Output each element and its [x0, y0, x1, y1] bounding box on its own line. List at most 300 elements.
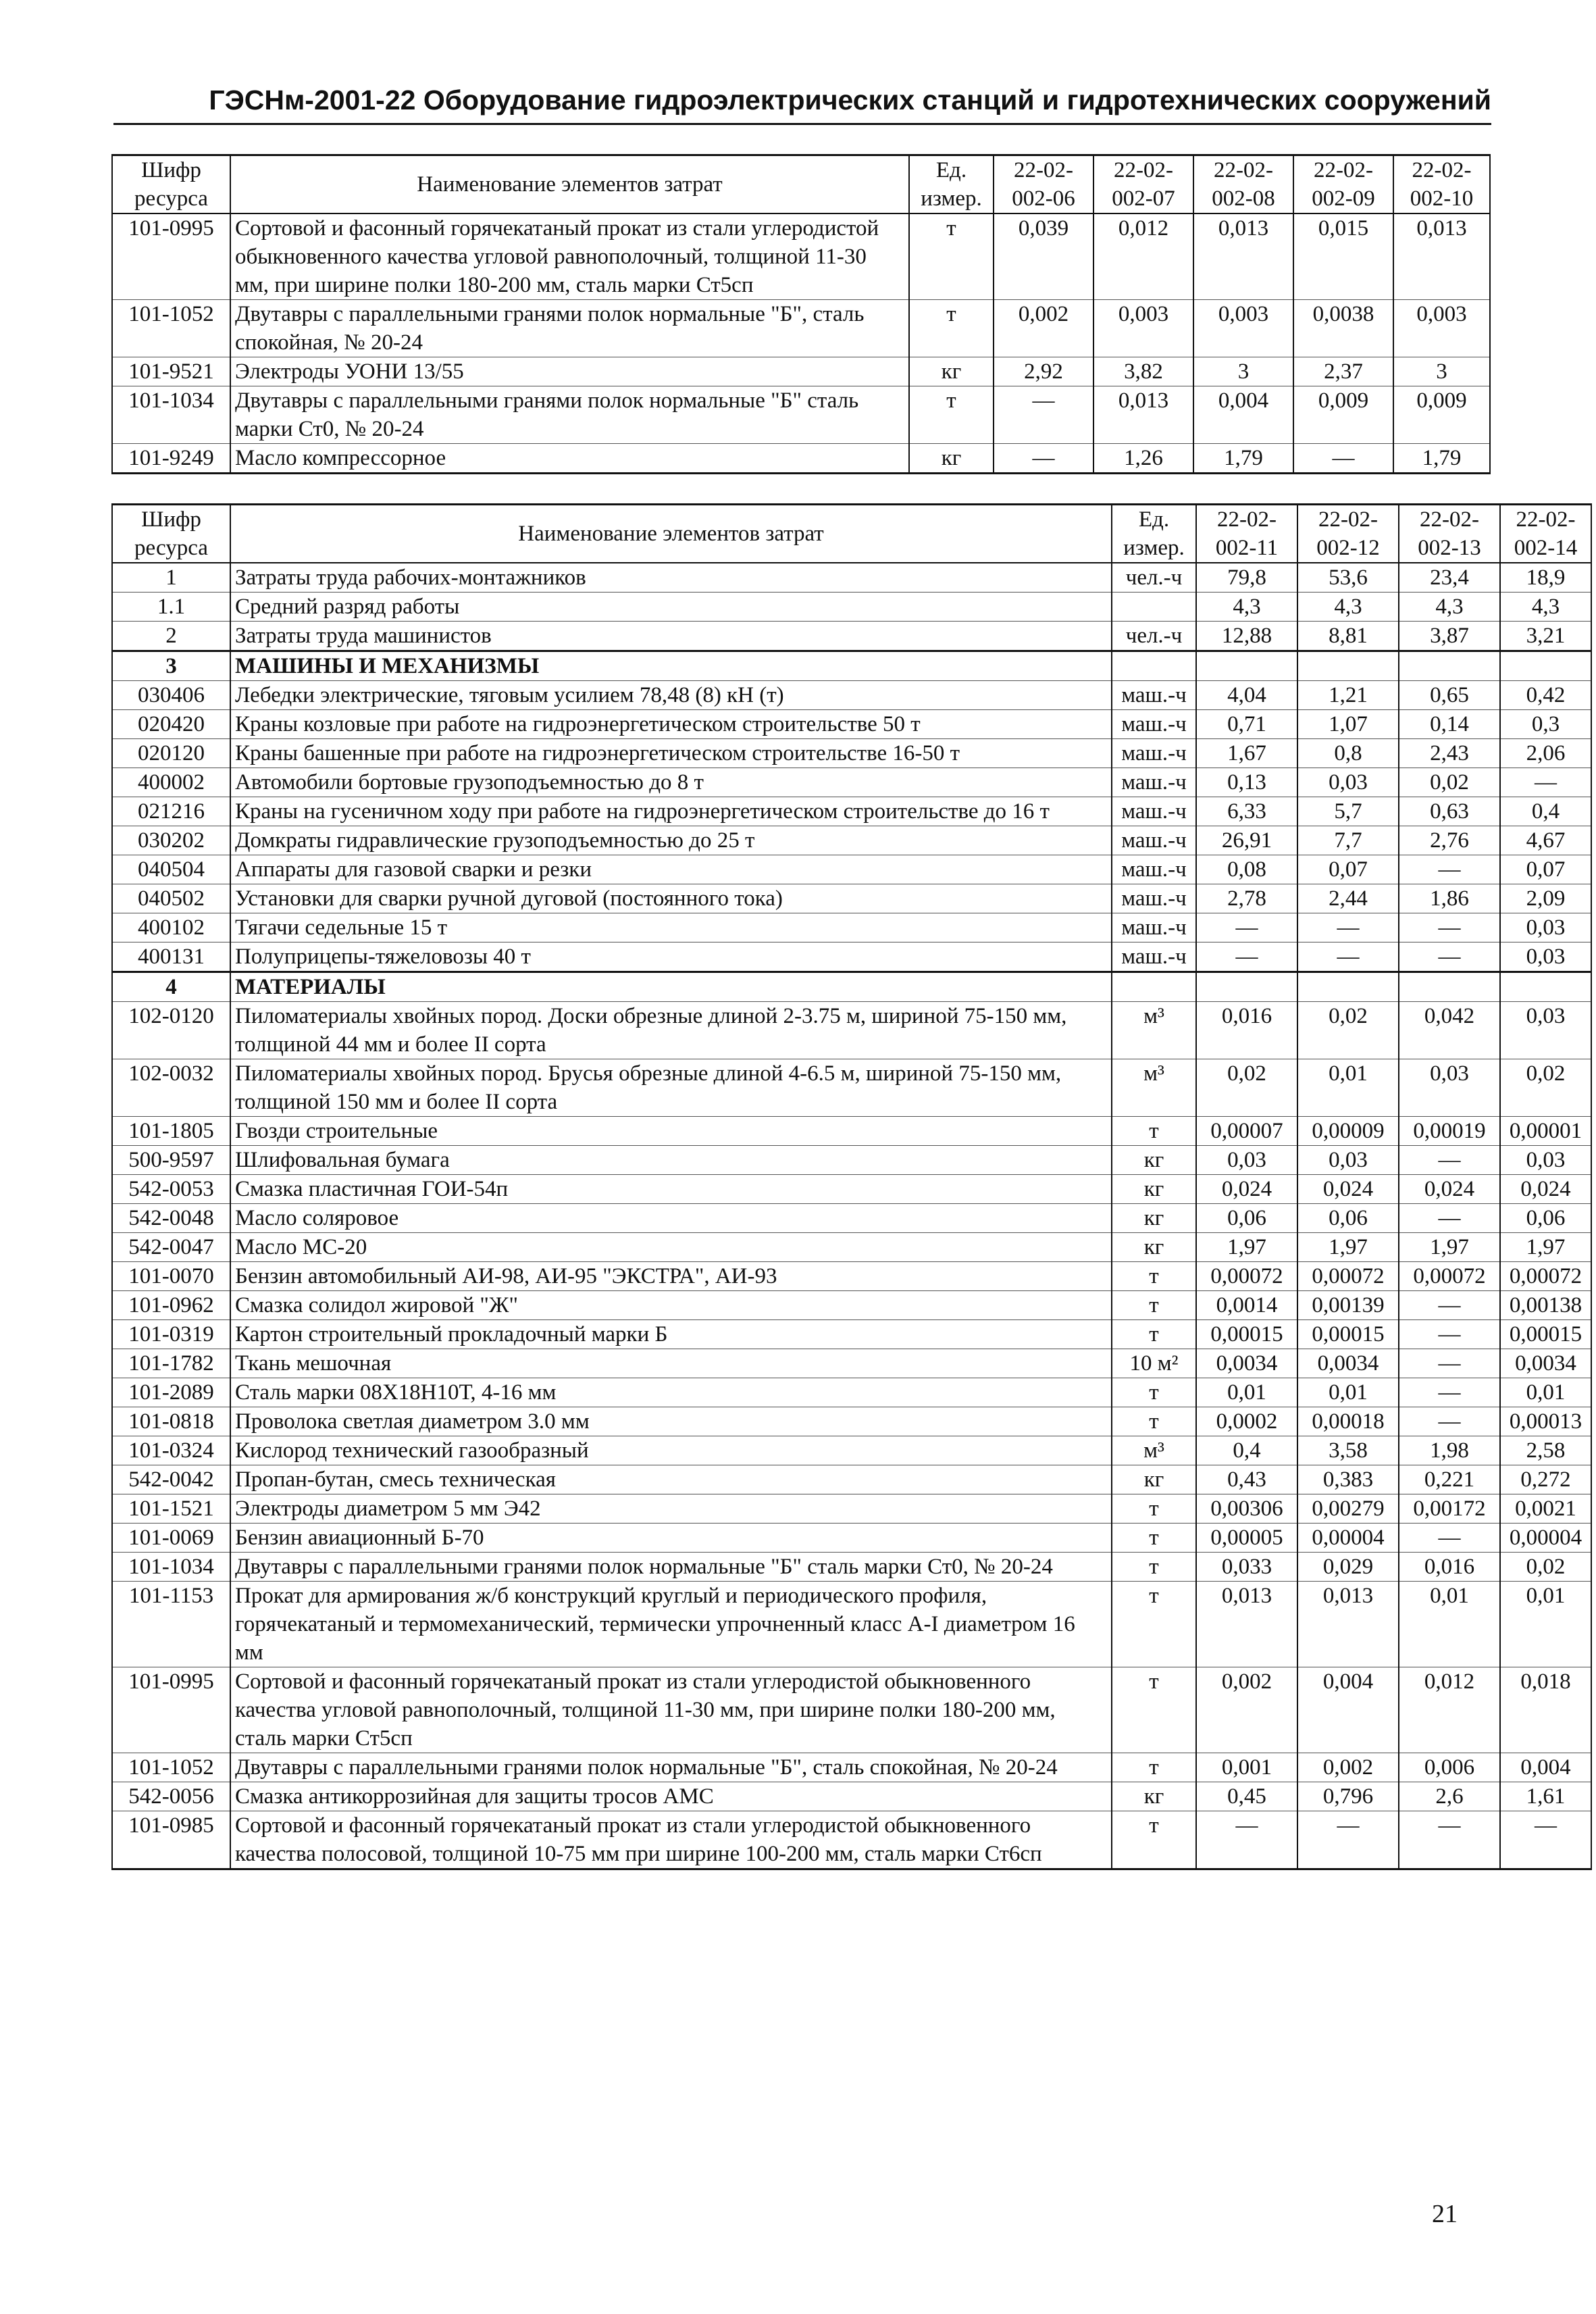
resource-name: Смазка пластичная ГОИ-54п	[230, 1175, 1112, 1204]
value-cell: 3,21	[1500, 622, 1591, 651]
value-cell: 1,79	[1193, 444, 1293, 474]
resource-code: 101-0818	[112, 1407, 230, 1436]
resource-name: Пропан-бутан, смесь техническая	[230, 1465, 1112, 1494]
resource-name: Смазка антикоррозийная для защиты тросов АМС	[230, 1782, 1112, 1811]
value-cell: —	[1399, 1320, 1500, 1349]
value-cell: 0,06	[1196, 1204, 1297, 1233]
value-cell: 0,00005	[1196, 1524, 1297, 1553]
value-cell: 0,042	[1399, 1002, 1500, 1059]
header-column-0	[1196, 505, 1297, 563]
header-column-line2: 002-12	[1316, 536, 1380, 560]
value-cell	[1196, 651, 1297, 681]
value-cell: 0,004	[1500, 1753, 1591, 1782]
value-cell: 0,012	[1399, 1667, 1500, 1753]
value-cell: 1,61	[1500, 1782, 1591, 1811]
resource-code: 101-0319	[112, 1320, 230, 1349]
value-cell: 0,03	[1500, 1002, 1591, 1059]
value-cell: 8,81	[1297, 622, 1399, 651]
table-row	[112, 1059, 1591, 1117]
unit-of-measure: маш.-ч	[1112, 884, 1196, 913]
resource-name: Затраты труда рабочих-монтажников	[230, 563, 1112, 593]
table-row	[112, 563, 1591, 593]
resource-name: Лебедки электрические, тяговым усилием 78,48 (8) кН (т)	[230, 681, 1112, 710]
resource-name: Пиломатериалы хвойных пород. Доски обрезные длиной 2-3.75 м, шириной 75-150 мм, толщиной 44 мм и более II сорта	[230, 1002, 1112, 1059]
value-cell: 79,8	[1196, 563, 1297, 593]
value-cell: 2,06	[1500, 739, 1591, 768]
resource-code: 542-0056	[112, 1782, 230, 1811]
value-cell: 0,00306	[1196, 1494, 1297, 1524]
section-row	[112, 651, 1591, 681]
header-column-line1: 22-02-	[1318, 507, 1378, 532]
unit-of-measure: т	[909, 213, 994, 300]
value-cell: 0,0014	[1196, 1291, 1297, 1320]
value-cell: 3	[1393, 357, 1490, 386]
value-cell: 1,86	[1399, 884, 1500, 913]
resource-code: 400131	[112, 942, 230, 972]
value-cell: 0,00172	[1399, 1494, 1500, 1524]
header-column-line1: 22-02-	[1314, 158, 1373, 182]
resource-code: 101-1052	[112, 1753, 230, 1782]
table-row	[112, 913, 1591, 942]
table-row	[112, 710, 1591, 739]
value-cell: 0,013	[1297, 1582, 1399, 1667]
resource-name: Сталь марки 08Х18Н10Т, 4-16 мм	[230, 1378, 1112, 1407]
value-cell: 0,02	[1297, 1002, 1399, 1059]
table-row	[112, 444, 1490, 474]
value-cell: 0,03	[1297, 1146, 1399, 1175]
resource-table-1	[111, 154, 1491, 474]
value-cell: 0,012	[1093, 213, 1193, 300]
value-cell: 0,039	[994, 213, 1093, 300]
unit-of-measure: м³	[1112, 1436, 1196, 1465]
resource-name: Масло компрессорное	[230, 444, 909, 474]
table-row	[112, 855, 1591, 884]
value-cell: 0,003	[1193, 300, 1293, 357]
value-cell: 1,97	[1500, 1233, 1591, 1262]
value-cell: —	[1399, 1378, 1500, 1407]
value-cell: 0,06	[1500, 1204, 1591, 1233]
value-cell: —	[1399, 855, 1500, 884]
resource-code: 542-0048	[112, 1204, 230, 1233]
value-cell	[1500, 972, 1591, 1002]
unit-of-measure: кг	[1112, 1204, 1196, 1233]
value-cell: 0,4	[1196, 1436, 1297, 1465]
value-cell: —	[1399, 1524, 1500, 1553]
value-cell: 1,97	[1399, 1233, 1500, 1262]
resource-code: 101-0962	[112, 1291, 230, 1320]
table-row	[112, 213, 1490, 300]
resource-code: 1	[112, 563, 230, 593]
unit-of-measure: т	[1112, 1811, 1196, 1869]
value-cell: 0,00004	[1297, 1524, 1399, 1553]
value-cell: 0,03	[1500, 913, 1591, 942]
resource-name: Средний разряд работы	[230, 593, 1112, 622]
value-cell: —	[1399, 942, 1500, 972]
value-cell: —	[1500, 768, 1591, 797]
resource-name: Краны козловые при работе на гидроэнергетическом строительстве 50 т	[230, 710, 1112, 739]
resource-code: 542-0042	[112, 1465, 230, 1494]
value-cell: 0,796	[1297, 1782, 1399, 1811]
value-cell: —	[1399, 1811, 1500, 1869]
value-cell: 0,43	[1196, 1465, 1297, 1494]
value-cell: 1,98	[1399, 1436, 1500, 1465]
header-column-line1: 22-02-	[1114, 158, 1173, 182]
header-code-cell	[112, 505, 230, 563]
table-row	[112, 386, 1490, 444]
header-column-1	[1297, 505, 1399, 563]
resource-code: 020120	[112, 739, 230, 768]
header-name-cell: Наименование элементов затрат	[230, 155, 909, 214]
unit-of-measure: т	[1112, 1320, 1196, 1349]
value-cell: 0,00001	[1500, 1117, 1591, 1146]
resource-name: Установки для сварки ручной дуговой (постоянного тока)	[230, 884, 1112, 913]
resource-name: Затраты труда машинистов	[230, 622, 1112, 651]
resource-name: Бензин автомобильный АИ-98, АИ-95 "ЭКСТРА", АИ-93	[230, 1262, 1112, 1291]
header-column-line2: 002-11	[1215, 536, 1279, 560]
header-column-3	[1293, 155, 1393, 214]
table-row	[112, 1349, 1591, 1378]
resource-code: 400002	[112, 768, 230, 797]
resource-code: 101-0995	[112, 1667, 230, 1753]
resource-code: 500-9597	[112, 1146, 230, 1175]
unit-of-measure: т	[909, 386, 994, 444]
value-cell: 12,88	[1196, 622, 1297, 651]
value-cell: 0,003	[1093, 300, 1193, 357]
value-cell: 0,0038	[1293, 300, 1393, 357]
table-row	[112, 884, 1591, 913]
unit-of-measure: кг	[1112, 1146, 1196, 1175]
unit-of-measure: т	[1112, 1667, 1196, 1753]
header-column-line2: 002-09	[1312, 186, 1375, 211]
value-cell: —	[1399, 1291, 1500, 1320]
unit-of-measure: кг	[1112, 1175, 1196, 1204]
resource-code: 040504	[112, 855, 230, 884]
resource-code: 030202	[112, 826, 230, 855]
value-cell: 18,9	[1500, 563, 1591, 593]
value-cell: 0,02	[1500, 1059, 1591, 1117]
table-row	[112, 1465, 1591, 1494]
value-cell: 0,0034	[1196, 1349, 1297, 1378]
resource-code: 542-0053	[112, 1175, 230, 1204]
header-column-0	[994, 155, 1093, 214]
value-cell: 0,00015	[1500, 1320, 1591, 1349]
value-cell: 2,37	[1293, 357, 1393, 386]
value-cell: 0,009	[1293, 386, 1393, 444]
value-cell: 0,03	[1196, 1146, 1297, 1175]
resource-code: 102-0032	[112, 1059, 230, 1117]
value-cell: 1,79	[1393, 444, 1490, 474]
resource-name: Кислород технический газообразный	[230, 1436, 1112, 1465]
table-row	[112, 1553, 1591, 1582]
resource-name: Электроды УОНИ 13/55	[230, 357, 909, 386]
resource-code: 1.1	[112, 593, 230, 622]
value-cell: 0,006	[1399, 1753, 1500, 1782]
header-column-2	[1193, 155, 1293, 214]
header-rule	[113, 123, 1491, 125]
unit-of-measure: маш.-ч	[1112, 942, 1196, 972]
table-row	[112, 1494, 1591, 1524]
value-cell: 0,02	[1399, 768, 1500, 797]
value-cell: 4,67	[1500, 826, 1591, 855]
header-column-line2: 002-07	[1112, 186, 1175, 211]
value-cell: 0,01	[1297, 1378, 1399, 1407]
value-cell: 0,272	[1500, 1465, 1591, 1494]
value-cell: 0,00009	[1297, 1117, 1399, 1146]
value-cell: 0,024	[1196, 1175, 1297, 1204]
value-cell: 0,016	[1196, 1002, 1297, 1059]
unit-of-measure: маш.-ч	[1112, 739, 1196, 768]
unit-of-measure: маш.-ч	[1112, 826, 1196, 855]
resource-name: Картон строительный прокладочный марки Б	[230, 1320, 1112, 1349]
value-cell: 3	[1193, 357, 1293, 386]
unit-of-measure: т	[1112, 1407, 1196, 1436]
resource-code: 101-1782	[112, 1349, 230, 1378]
header-column-2	[1399, 505, 1500, 563]
header-unit-cell	[909, 155, 994, 214]
table-row	[112, 1582, 1591, 1667]
resource-code: 400102	[112, 913, 230, 942]
value-cell: —	[1500, 1811, 1591, 1869]
value-cell: 0,03	[1399, 1059, 1500, 1117]
resource-name: Масло МС-20	[230, 1233, 1112, 1262]
value-cell: 0,004	[1297, 1667, 1399, 1753]
value-cell: 0,02	[1500, 1553, 1591, 1582]
header-unit-line1: Ед.	[1138, 507, 1170, 532]
value-cell: 5,7	[1297, 797, 1399, 826]
unit-of-measure: т	[1112, 1262, 1196, 1291]
value-cell: 6,33	[1196, 797, 1297, 826]
resource-name: Масло соляровое	[230, 1204, 1112, 1233]
value-cell: 0,8	[1297, 739, 1399, 768]
resource-code: 101-0069	[112, 1524, 230, 1553]
resource-code: 3	[112, 651, 230, 681]
resource-name: Автомобили бортовые грузоподъемностью до 8 т	[230, 768, 1112, 797]
value-cell: 4,3	[1196, 593, 1297, 622]
table-row	[112, 1146, 1591, 1175]
header-column-line1: 22-02-	[1214, 158, 1273, 182]
table-row	[112, 593, 1591, 622]
table-row	[112, 1262, 1591, 1291]
resource-code: 101-2089	[112, 1378, 230, 1407]
unit-of-measure: кг	[1112, 1782, 1196, 1811]
resource-name: МАШИНЫ И МЕХАНИЗМЫ	[230, 651, 1112, 681]
resource-code: 030406	[112, 681, 230, 710]
value-cell: 0,013	[1393, 213, 1490, 300]
value-cell: 3,58	[1297, 1436, 1399, 1465]
value-cell: 0,02	[1196, 1059, 1297, 1117]
resource-name: Полуприцепы-тяжеловозы 40 т	[230, 942, 1112, 972]
value-cell: 0,0034	[1500, 1349, 1591, 1378]
value-cell: 1,21	[1297, 681, 1399, 710]
value-cell: 0,00072	[1399, 1262, 1500, 1291]
value-cell: 0,00072	[1196, 1262, 1297, 1291]
resource-name: Сортовой и фасонный горячекатаный прокат из стали углеродистой обыкновенного качества угловой равнополочный, толщиной 11-30 мм, при ширине полки 180-200 мм, сталь марки Ст5сп	[230, 213, 909, 300]
unit-of-measure: 10 м²	[1112, 1349, 1196, 1378]
value-cell: —	[1297, 942, 1399, 972]
table-row	[112, 1204, 1591, 1233]
page-number: 21	[1432, 2200, 1458, 2228]
page-title: ГЭСНм-2001-22 Оборудование гидроэлектрических станций и гидротехнических сооружений	[209, 84, 1491, 116]
value-cell: 0,00004	[1500, 1524, 1591, 1553]
unit-of-measure	[1112, 593, 1196, 622]
resource-code: 040502	[112, 884, 230, 913]
value-cell: 0,0021	[1500, 1494, 1591, 1524]
resource-code: 4	[112, 972, 230, 1002]
resource-name: Шлифовальная бумага	[230, 1146, 1112, 1175]
resource-name: Двутавры с параллельными гранями полок нормальные "Б" сталь марки Ст0, № 20-24	[230, 1553, 1112, 1582]
value-cell: 0,42	[1500, 681, 1591, 710]
resource-code: 542-0047	[112, 1233, 230, 1262]
value-cell: 0,001	[1196, 1753, 1297, 1782]
value-cell: 0,383	[1297, 1465, 1399, 1494]
value-cell: 0,029	[1297, 1553, 1399, 1582]
value-cell: 0,00279	[1297, 1494, 1399, 1524]
value-cell: 0,00007	[1196, 1117, 1297, 1146]
table-row	[112, 1291, 1591, 1320]
unit-of-measure: т	[1112, 1524, 1196, 1553]
value-cell: 0,01	[1196, 1378, 1297, 1407]
table-row	[112, 357, 1490, 386]
resource-name: Бензин авиационный Б-70	[230, 1524, 1112, 1553]
header-row	[112, 505, 1591, 563]
value-cell: 26,91	[1196, 826, 1297, 855]
resource-name: Сортовой и фасонный горячекатаный прокат из стали углеродистой обыкновенного качества угловой равнополочный, толщиной 11-30 мм, при ширине полки 180-200 мм, сталь марки Ст5сп	[230, 1667, 1112, 1753]
header-column-line1: 22-02-	[1412, 158, 1472, 182]
value-cell: 4,3	[1399, 593, 1500, 622]
resource-name: Двутавры с параллельными гранями полок нормальные "Б", сталь спокойная, № 20-24	[230, 300, 909, 357]
value-cell: 0,14	[1399, 710, 1500, 739]
value-cell: —	[1297, 913, 1399, 942]
resource-name: Прокат для армирования ж/б конструкций круглый и периодического профиля, горячекатаный и термомеханический, термически упрочненный класс А-I диаметром 16 мм	[230, 1582, 1112, 1667]
value-cell	[1399, 972, 1500, 1002]
header-code-line1: Шифр	[141, 507, 201, 532]
value-cell: 1,97	[1297, 1233, 1399, 1262]
value-cell: 0,024	[1297, 1175, 1399, 1204]
value-cell	[1196, 972, 1297, 1002]
value-cell: 0,016	[1399, 1553, 1500, 1582]
value-cell: 0,08	[1196, 855, 1297, 884]
value-cell: 1,97	[1196, 1233, 1297, 1262]
header-unit-cell	[1112, 505, 1196, 563]
value-cell: 0,024	[1399, 1175, 1500, 1204]
value-cell: —	[1399, 1204, 1500, 1233]
value-cell: 2,09	[1500, 884, 1591, 913]
resource-code: 101-9521	[112, 357, 230, 386]
value-cell: 0,01	[1500, 1378, 1591, 1407]
value-cell: 0,00138	[1500, 1291, 1591, 1320]
value-cell	[1297, 972, 1399, 1002]
unit-of-measure: кг	[909, 444, 994, 474]
value-cell: 3,82	[1093, 357, 1193, 386]
value-cell: —	[1399, 1349, 1500, 1378]
table-row	[112, 739, 1591, 768]
value-cell: 0,07	[1500, 855, 1591, 884]
value-cell: 0,63	[1399, 797, 1500, 826]
value-cell: 4,3	[1500, 593, 1591, 622]
table-row	[112, 1811, 1591, 1869]
unit-of-measure: маш.-ч	[1112, 681, 1196, 710]
header-column-3	[1500, 505, 1591, 563]
value-cell: —	[994, 386, 1093, 444]
value-cell: 0,4	[1500, 797, 1591, 826]
table-row	[112, 826, 1591, 855]
value-cell: 0,002	[1297, 1753, 1399, 1782]
resource-code: 021216	[112, 797, 230, 826]
value-cell: 2,6	[1399, 1782, 1500, 1811]
unit-of-measure: маш.-ч	[1112, 768, 1196, 797]
value-cell: 7,7	[1297, 826, 1399, 855]
resource-code: 101-0995	[112, 213, 230, 300]
unit-of-measure: т	[1112, 1378, 1196, 1407]
resource-table-2	[111, 503, 1592, 1870]
resource-name: Проволока светлая диаметром 3.0 мм	[230, 1407, 1112, 1436]
table-row	[112, 681, 1591, 710]
unit-of-measure: чел.-ч	[1112, 622, 1196, 651]
header-code-line2: ресурса	[134, 536, 208, 560]
value-cell: 0,00018	[1297, 1407, 1399, 1436]
value-cell: 4,3	[1297, 593, 1399, 622]
value-cell: 0,01	[1399, 1582, 1500, 1667]
resource-code: 101-0985	[112, 1811, 230, 1869]
unit-of-measure: т	[909, 300, 994, 357]
value-cell: 4,04	[1196, 681, 1297, 710]
value-cell: 0,03	[1500, 1146, 1591, 1175]
value-cell: 2,58	[1500, 1436, 1591, 1465]
header-unit-line1: Ед.	[935, 158, 967, 182]
value-cell: —	[1399, 1146, 1500, 1175]
value-cell: 0,013	[1196, 1582, 1297, 1667]
table-row	[112, 1407, 1591, 1436]
table-row	[112, 942, 1591, 972]
value-cell: —	[1399, 913, 1500, 942]
value-cell: 0,013	[1093, 386, 1193, 444]
resource-name: Электроды диаметром 5 мм Э42	[230, 1494, 1112, 1524]
header-column-line2: 002-08	[1212, 186, 1275, 211]
value-cell: 1,07	[1297, 710, 1399, 739]
value-cell: 0,00015	[1297, 1320, 1399, 1349]
resource-code: 020420	[112, 710, 230, 739]
value-cell: 0,07	[1297, 855, 1399, 884]
value-cell: —	[1293, 444, 1393, 474]
section-row	[112, 972, 1591, 1002]
value-cell: 0,018	[1500, 1667, 1591, 1753]
header-column-line1: 22-02-	[1516, 507, 1576, 532]
table-row	[112, 1175, 1591, 1204]
value-cell: 0,004	[1193, 386, 1293, 444]
value-cell	[1297, 651, 1399, 681]
resource-code: 101-1034	[112, 386, 230, 444]
header-code-cell	[112, 155, 230, 214]
value-cell: —	[1399, 1407, 1500, 1436]
value-cell: —	[1196, 942, 1297, 972]
value-cell: 23,4	[1399, 563, 1500, 593]
table-row	[112, 1320, 1591, 1349]
value-cell: 0,015	[1293, 213, 1393, 300]
unit-of-measure: маш.-ч	[1112, 855, 1196, 884]
unit-of-measure: кг	[1112, 1233, 1196, 1262]
table-row	[112, 1233, 1591, 1262]
value-cell: 0,06	[1297, 1204, 1399, 1233]
resource-code: 2	[112, 622, 230, 651]
header-code-line1: Шифр	[141, 158, 201, 182]
resource-name: Ткань мешочная	[230, 1349, 1112, 1378]
resource-code: 101-0324	[112, 1436, 230, 1465]
unit-of-measure: маш.-ч	[1112, 797, 1196, 826]
value-cell: —	[1196, 913, 1297, 942]
resource-name: Краны на гусеничном ходу при работе на гидроэнергетическом строительстве до 16 т	[230, 797, 1112, 826]
resource-name: Двутавры с параллельными гранями полок нормальные "Б" сталь марки Ст0, № 20-24	[230, 386, 909, 444]
header-column-line1: 22-02-	[1014, 158, 1073, 182]
